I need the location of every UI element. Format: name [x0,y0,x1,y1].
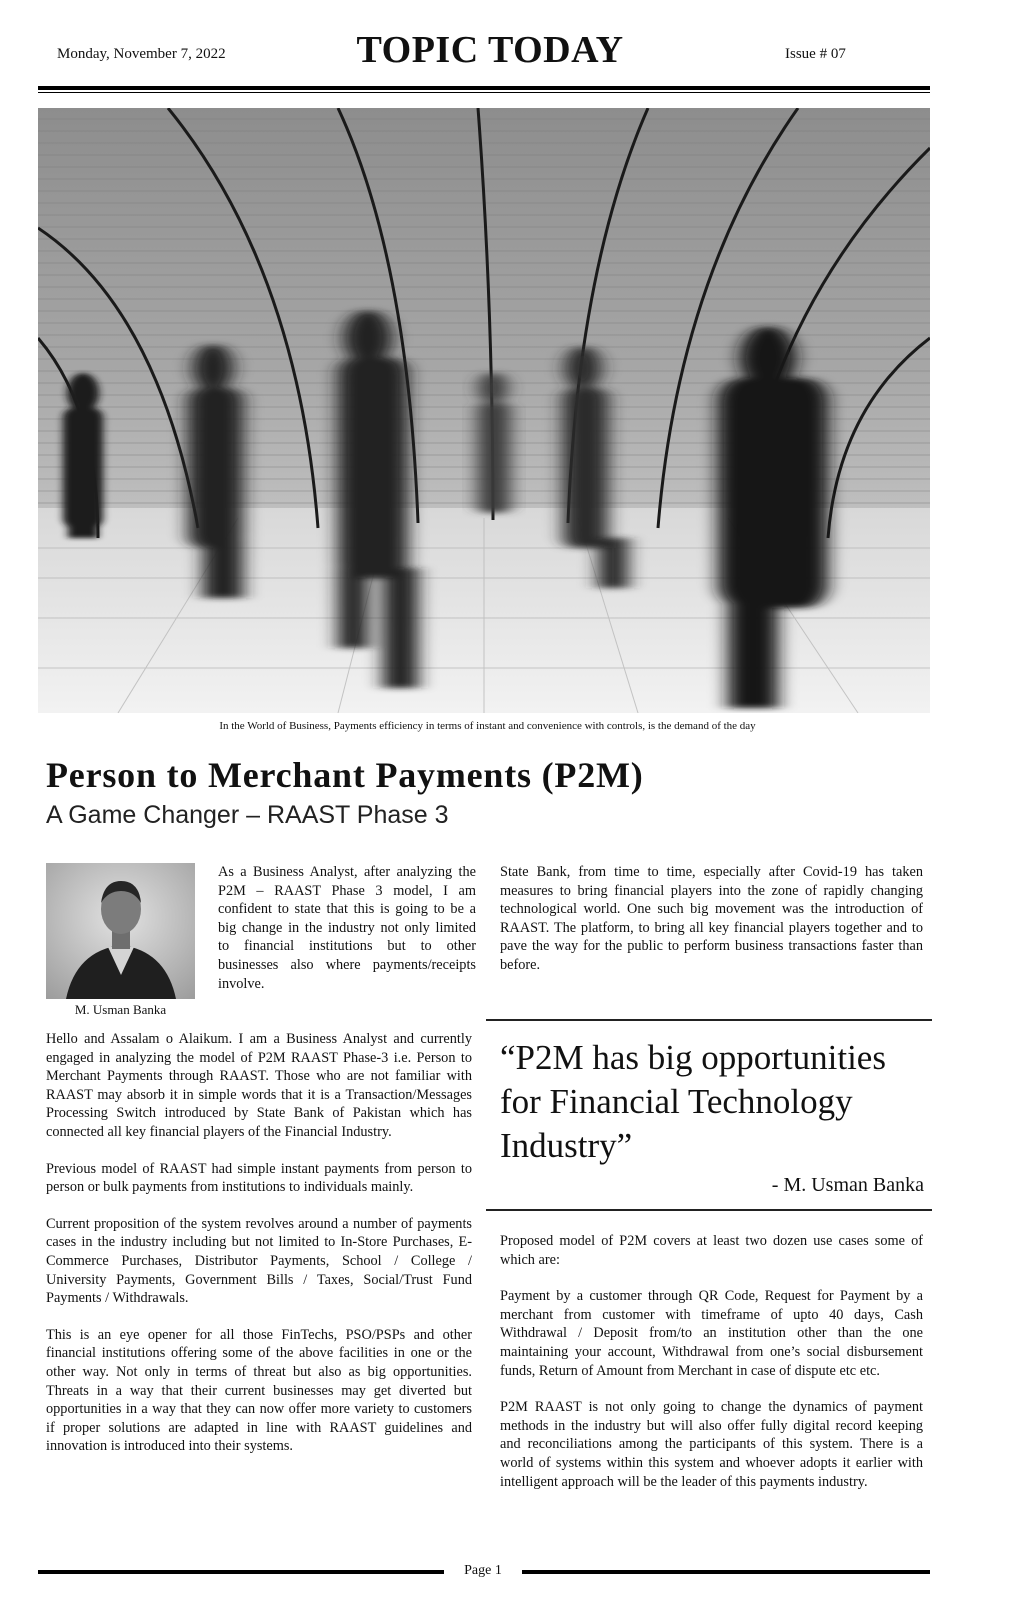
pull-quote-bottom-rule [486,1209,932,1211]
masthead-divider-thin [38,92,930,93]
body-paragraph: This is an eye opener for all those FinTechs, PSO/PSPs and other financial institutions offering some of the above facilities in one or the other way. Not only in terms of threat but also as big opportunities. Threats in a way that their current businesses may get diverted but opportunities in a way that they can now offer more variety to customers if proper solutions are adapted in line with RAAST guidelines and innovation is introduced into their systems. [46,1326,472,1455]
footer-rule-left [38,1570,444,1574]
article-subheadline: A Game Changer – RAAST Phase 3 [46,801,449,829]
body-paragraph: Hello and Assalam o Alaikum. I am a Business Analyst and currently engaged in analyzing the model of P2M RAAST Phase-3 i.e. Person to Merchant Payments through RAAST. Those who are not familiar with RAAST may absorb it in simple words that it is a Transaction/Messages Processing Switch introduced by State Bank of Pakistan which has connected all key financial players of the Financial Industry. [46,1031,472,1140]
newspaper-title: TOPIC TODAY [356,29,624,71]
intro-paragraph: As a Business Analyst, after analyzing the P2M – RAAST Phase 3 model, I am confident to state that this is going to be a big change in the industry not only limited to financial institutions but to other businesses also where payments/receipts involve. [218,864,476,992]
hero-caption: In the World of Business, Payments efficiency in terms of instant and convenience with controls, is the demand of the day [219,720,756,732]
hero-photo [38,108,930,713]
left-column [46,1030,472,1474]
pull-quote-author: - M. Usman Banka [771,1174,924,1196]
footer-rule-right [522,1570,930,1574]
masthead-divider [38,86,930,90]
pull-quote-top-rule [486,1019,932,1021]
author-photo [46,863,195,999]
article-headline: Person to Merchant Payments (P2M) [46,755,644,795]
issue-date: Monday, November 7, 2022 [57,46,226,62]
body-paragraph: Previous model of RAAST had simple instant payments from person to person or bulk payments from institutions to individuals mainly. [46,1160,472,1196]
pull-quote: “P2M has big opportunities for Financial Technology Industry” [500,1038,886,1165]
author-caption: M. Usman Banka [74,1002,167,1017]
body-paragraph: P2M RAAST is not only going to change the dynamics of payment methods in the industry but will also offer fully digital record keeping and reconciliations among the participants of this system. There is a world of systems within this system and whoever adopts it earlier with intelligent approach will be the leader of this payments industry. [500,1399,923,1490]
right-column [500,1232,923,1509]
body-paragraph: Current proposition of the system revolves around a number of payments cases in the industry including but not limited to In-Store Purchases, E-Commerce Purchases, Distributor Payments, School / College / University Payments, Government Bills / Taxes, Social/Trust Fund Payments / Withdrawals. [46,1215,472,1307]
page-number: Page 1 [464,1563,502,1578]
body-paragraph: Payment by a customer through QR Code, Request for Payment by a merchant from customer with timeframe of upto 40 days, Cash Withdrawal / Deposit from/to an institution other than the one maintaining your account, Withdrawal from one’s social disbursement funds, Return of Amount from Merchant in case of dispute etc etc. [500,1288,923,1379]
right-column-top-paragraph: State Bank, from time to time, especially after Covid-19 has taken measures to bring financial players into the zone of rapidly changing technological world. One such big movement was the introduction of RAAST. The platform, to bring all key financial players together and to pave the way for the public to perform business transactions faster than before. [500,864,923,973]
issue-number: Issue # 07 [785,46,846,62]
body-paragraph: Proposed model of P2M covers at least two dozen use cases some of which are: [500,1233,923,1268]
